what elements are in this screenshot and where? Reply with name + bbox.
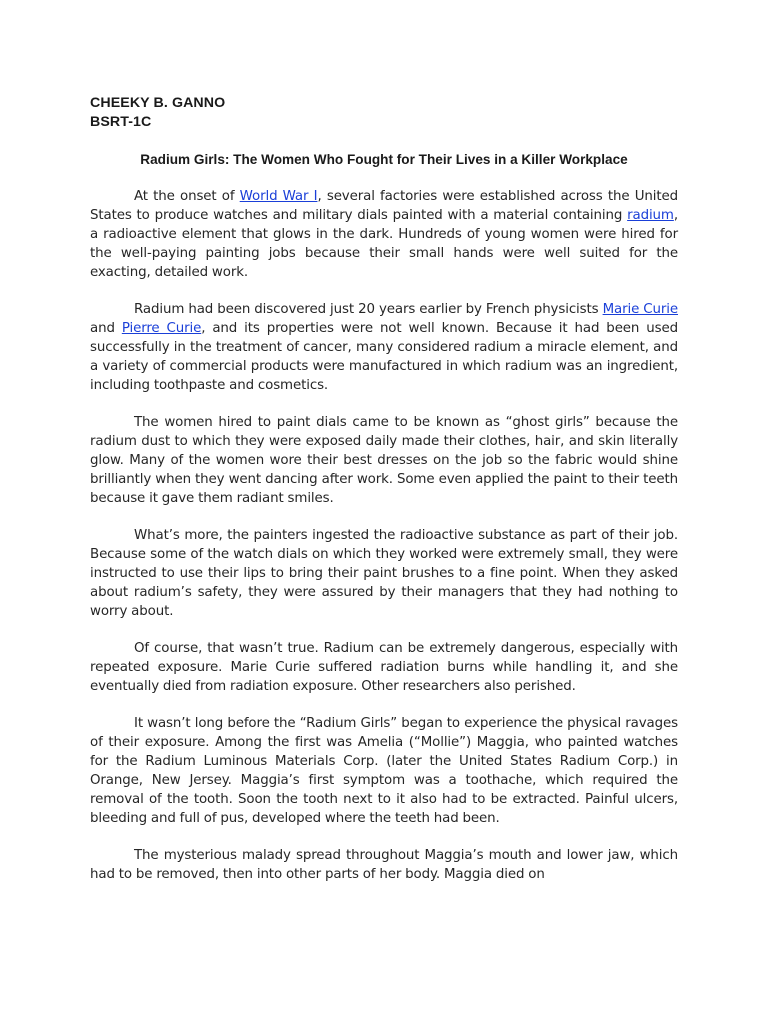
author-block — [90, 94, 225, 132]
author-name: CHEEKY B. GANNO — [90, 95, 226, 111]
paragraph-5: Of course, that wasn’t true. Radium can be extremely dangerous, especially with repeated exposure. Marie Curie suffered radiation burns while handling it, and she eventually died from radiation exposure. Other researchers also perished. — [90, 641, 678, 694]
link-world-war-i[interactable]: World War I — [239, 189, 318, 204]
paragraph-4: What’s more, the painters ingested the radioactive substance as part of their job. Because some of the watch dials on which they worked were extremely small, they were instructed to use their lips to bring their paint brushes to a fine point. When they asked about radium’s safety, they were assured by their managers that they had nothing to worry about. — [90, 528, 678, 619]
paragraph-1-text-a: At the onset of — [134, 189, 240, 204]
document-title: Radium Girls: The Women Who Fought for Their Lives in a Killer Workplace — [140, 152, 628, 167]
paragraph-3: The women hired to paint dials came to be known as “ghost girls” because the radium dust to which they were exposed daily made their clothes, hair, and skin literally glow. Many of the women wore their best dresses on the job so the fabric would shine brilliantly when they went dancing after work. Some even applied the paint to their teeth because it gave them radiant smiles. — [90, 415, 678, 506]
paragraph-1-text-b: , several factories were established across the United States to produce watches and military dials painted with a material containing — [90, 189, 678, 223]
link-pierre-curie[interactable]: Pierre Curie — [121, 321, 202, 336]
paragraph-2-text-a: Radium had been discovered just 20 years earlier by French physicists — [134, 302, 603, 317]
document-body — [90, 187, 678, 902]
paragraph-1 — [90, 187, 678, 282]
paragraph-2 — [90, 300, 678, 395]
paragraph-6: It wasn’t long before the “Radium Girls” began to experience the physical ravages of their exposure. Among the first was Amelia (“Mollie”) Maggia, who painted watches for the Radium Luminous Materials Corp. (later the United States Radium Corp.) in Orange, New Jersey. Maggia’s first symptom was a toothache, which required the removal of the tooth. Soon the tooth next to it also had to be extracted. Painful ulcers, bleeding and full of pus, developed where the teeth had been. — [90, 716, 678, 826]
paragraph-2-text-c: , and its properties were not well known. Because it had been used successfully in the treatment of cancer, many considered radium a miracle element, and a variety of commercial products were manufactured in which radium was an ingredient, including toothpaste and cosmetics. — [90, 321, 678, 393]
link-marie-curie[interactable]: Marie Curie — [602, 302, 678, 317]
paragraph-2-text-b: and — [90, 321, 122, 336]
author-section: BSRT-1C — [90, 114, 152, 130]
paragraph-1-text-c: , a radioactive element that glows in the dark. Hundreds of young women were hired for the well-paying painting jobs because their small hands were well suited for the exacting, detailed work. — [90, 208, 678, 280]
link-radium[interactable]: radium — [627, 208, 674, 223]
paragraph-7: The mysterious malady spread throughout Maggia’s mouth and lower jaw, which had to be removed, then into other parts of her body. Maggia died on — [90, 848, 678, 882]
